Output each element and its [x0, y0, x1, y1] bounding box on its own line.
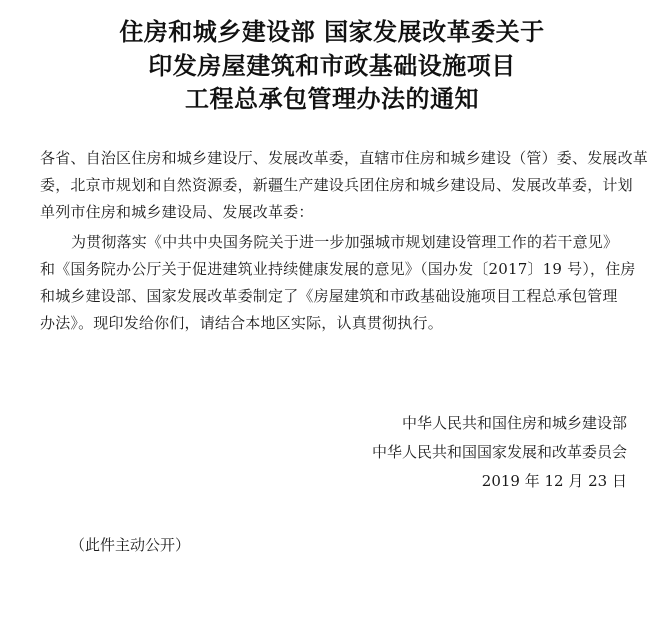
- disclosure-note: （此件主动公开）: [70, 536, 191, 554]
- signature-date: 2019 年 12 月 23 日: [481, 472, 627, 490]
- body-line-3: 和城乡建设部、国家发展改革委制定了《房屋建筑和市政基础设施项目工程总承包管理: [40, 287, 618, 305]
- signature-org-1: 中华人民共和国住房和城乡建设部: [401, 414, 627, 432]
- title-line-1: 住房和城乡建设部 国家发展改革委关于: [119, 18, 545, 46]
- body-paragraph: [40, 229, 636, 337]
- body-line-2: 和《国务院办公厅关于促进建筑业持续健康发展的意见》（国办发〔2017〕19 号），住房: [40, 260, 636, 278]
- addressee-paragraph: [40, 145, 649, 226]
- addressee-line-2: 委，北京市规划和自然资源委，新疆生产建设兵团住房和城乡建设局、发展改革委，计划: [40, 176, 633, 194]
- body-line-1: 为贯彻落实《中共中央国务院关于进一步加强城市规划建设管理工作的若干意见》: [71, 233, 619, 251]
- addressee-line-3: 单列市住房和城乡建设局、发展改革委：: [40, 203, 314, 221]
- addressee-line-1: 各省、自治区住房和城乡建设厅、发展改革委，直辖市住房和城乡建设（管）委、发展改革: [40, 149, 649, 167]
- title-line-2: 印发房屋建筑和市政基础设施项目: [148, 52, 516, 80]
- body-line-4: 办法》。现印发给你们，请结合本地区实际，认真贯彻执行。: [40, 314, 443, 332]
- title-line-3: 工程总承包管理办法的通知: [185, 85, 479, 113]
- signature-org-2: 中华人民共和国国家发展和改革委员会: [371, 443, 627, 461]
